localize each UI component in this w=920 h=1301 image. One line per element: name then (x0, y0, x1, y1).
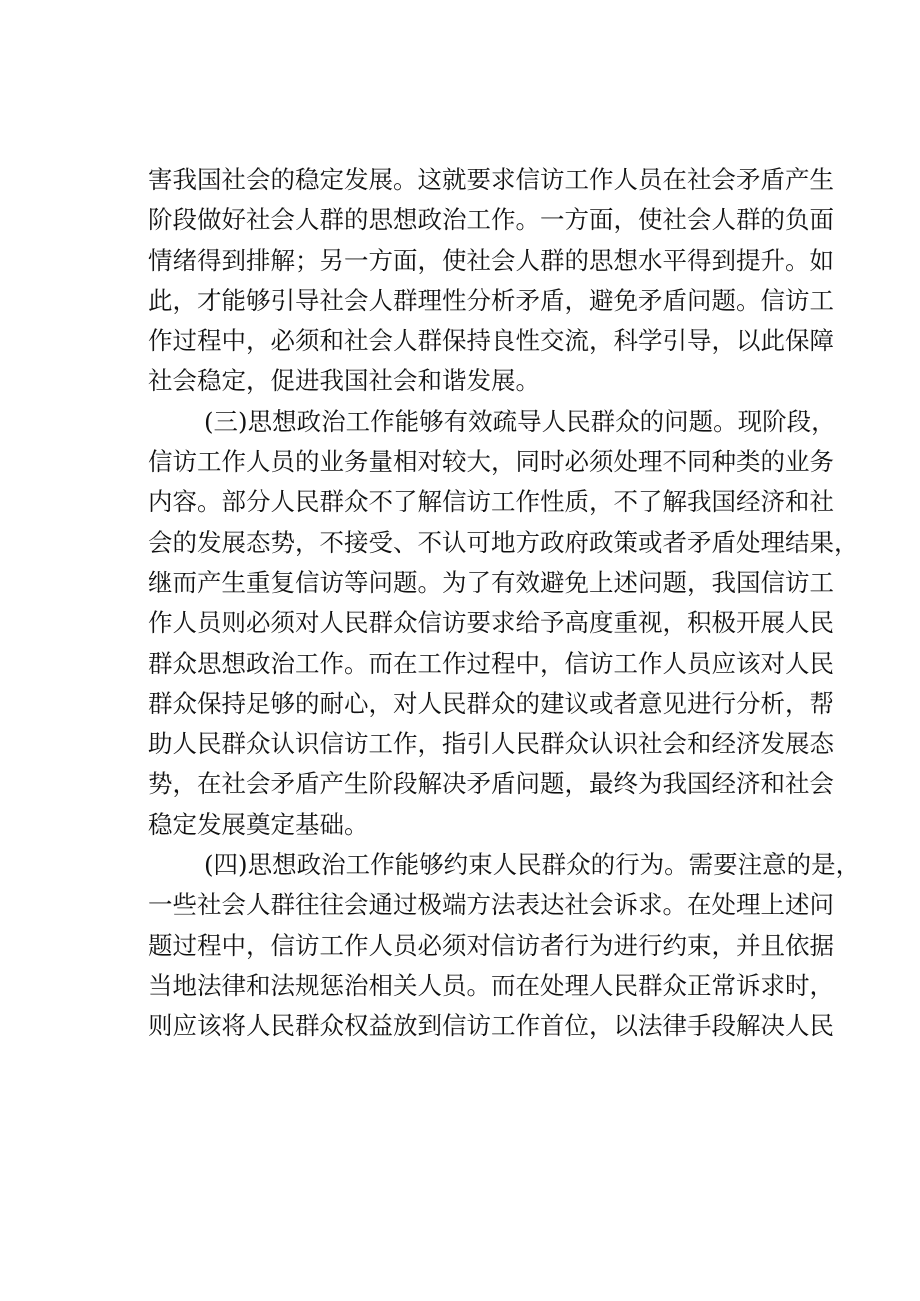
text-line: 稳定发展奠定基础。 (148, 809, 369, 839)
text-line: 当地法律和法规惩治相关人员。而在处理人民群众正常诉求时， (148, 970, 834, 1000)
text-line: 阶段做好社会人群的思想政治工作。一方面，使社会人群的负面 (148, 205, 834, 235)
text-line: 群众思想政治工作。而在工作过程中，信访工作人员应该对人民 (148, 648, 834, 678)
text-line: 题过程中，信访工作人员必须对信访者行为进行约束，并且依据 (148, 930, 834, 960)
text-line: 助人民群众认识信访工作，指引人民群众认识社会和经济发展态 (148, 729, 834, 759)
text-line: 情绪得到排解；另一方面，使社会人群的思想水平得到提升。如 (148, 245, 834, 275)
text-line: 社会稳定，促进我国社会和谐发展。 (148, 366, 540, 396)
text-line: 害我国社会的稳定发展。这就要求信访工作人员在社会矛盾产生 (148, 165, 834, 194)
paragraph-1 (148, 160, 834, 402)
text-line: 群众保持足够的耐心，对人民群众的建议或者意见进行分析，帮 (148, 688, 834, 718)
paragraph-2 (148, 402, 859, 845)
text-line: 一些社会人群往往会通过极端方法表达社会诉求。在处理上述问 (148, 890, 834, 920)
text-line: 内容。部分人民群众不了解信访工作性质，不了解我国经济和社 (148, 487, 834, 517)
text-line: 会的发展态势，不接受、不认可地方政府政策或者矛盾处理结果， (148, 527, 859, 557)
text-line: 作人员则必须对人民群众信访要求给予高度重视，积极开展人民 (148, 608, 834, 638)
body-text (148, 160, 861, 1047)
text-line: 作过程中，必须和社会人群保持良性交流，科学引导，以此保障 (148, 326, 834, 356)
section-heading-line: (四)思想政治工作能够约束人民群众的行为。需要注意的是， (204, 850, 861, 880)
text-line: 则应该将人民群众权益放到信访工作首位，以法律手段解决人民 (148, 1011, 834, 1041)
text-line: 继而产生重复信访等问题。为了有效避免上述问题，我国信访工 (148, 567, 834, 597)
text-line: 此，才能够引导社会人群理性分析矛盾，避免矛盾问题。信访工 (148, 285, 834, 315)
paragraph-3 (148, 845, 861, 1046)
section-heading-line: (三)思想政治工作能够有效疏导人民群众的问题。现阶段， (204, 406, 836, 436)
text-line: 势，在社会矛盾产生阶段解决矛盾问题，最终为我国经济和社会 (148, 769, 834, 799)
text-line: 信访工作人员的业务量相对较大，同时必须处理不同种类的业务 (148, 447, 834, 477)
